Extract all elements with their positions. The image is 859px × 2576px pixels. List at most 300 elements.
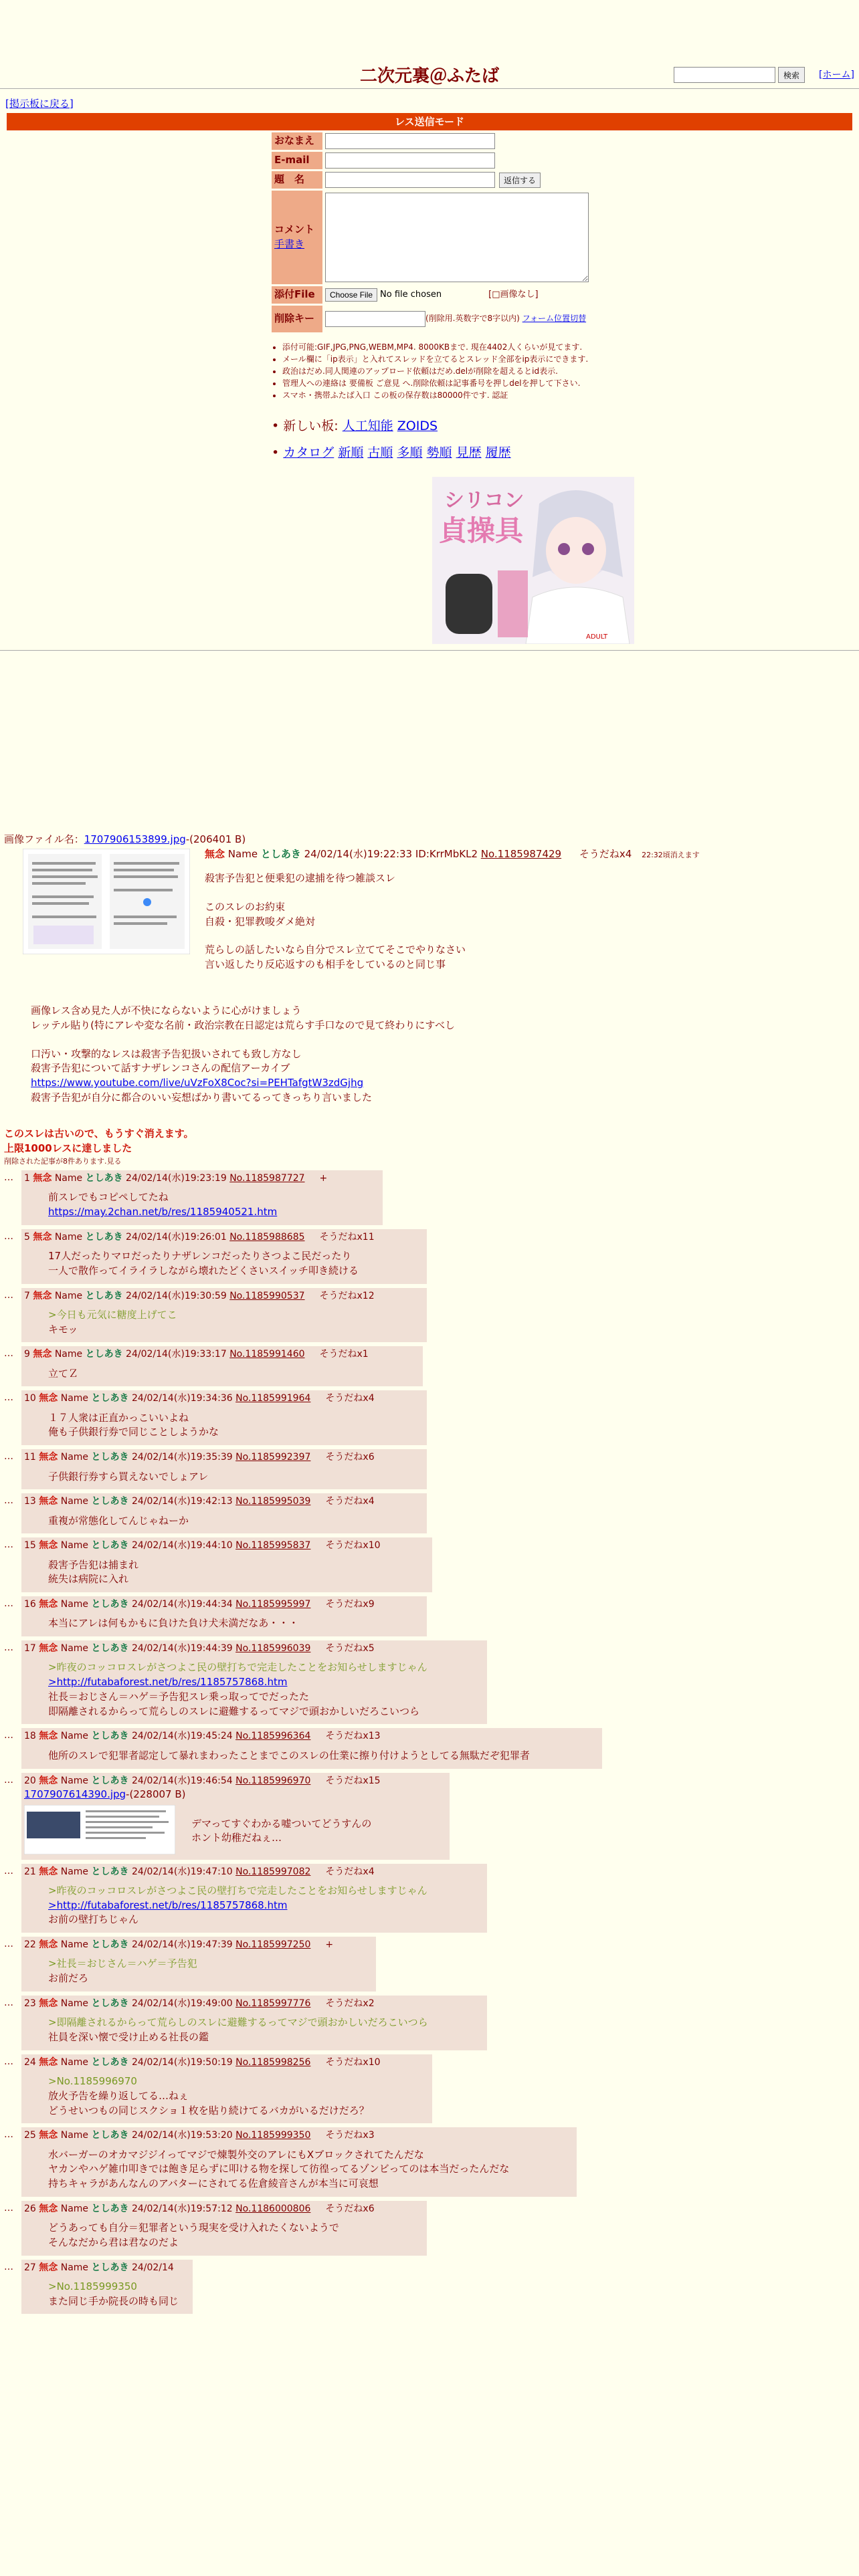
top-bar [0,0,859,88]
name-word: Name [60,2130,89,2141]
reply-box [21,1493,427,1533]
reply-line: 本当にアレは何もかもに負けた負け犬未満だなあ・・・ [48,1617,299,1630]
reply-index: 7 [24,1290,30,1301]
reply-indent: … [4,1451,13,1463]
reply-indent: … [4,1348,13,1360]
reply-quote-link[interactable]: >http://futabaforest.net/b/res/1185757868.htm [48,1899,288,1911]
sodane-button[interactable]: そうだねx5 [325,1643,375,1654]
reply-indent: … [4,1539,13,1551]
new-board-links: • 新しい板: 人工知能 ZOIDS [272,419,438,433]
name-word: Name [60,1496,89,1507]
reply-post [4,2201,854,2256]
post-subject: 無念 [39,1775,58,1786]
reply-index: 21 [24,1866,36,1877]
reply-index: 27 [24,2262,36,2273]
reply-line: どうせいつもの同じスクショ１枚を貼り続けてるバカがいるだけだろ？ [48,2104,369,2117]
post-number[interactable]: No.1185995997 [235,1599,311,1610]
rules-list [272,341,619,401]
post-number[interactable]: No.1185990537 [229,1290,305,1301]
delkey-label: 削除キー [272,306,322,332]
reply-indent: … [4,1230,13,1242]
banner-brand: ADULT [586,633,608,641]
op-post [4,833,854,1166]
post-datetime: 24/02/14(水)19:50:19 [131,2056,233,2068]
reply-post [4,2127,854,2197]
op-line [205,929,847,943]
reply-body [24,1558,427,1588]
reply-line: どうあっても自分＝犯罪者という現実を受け入れたくないようで [48,2222,339,2234]
reply-body [24,1616,421,1631]
limit-warning: 上限1000レスに達しました [4,1142,132,1154]
reply-box [21,1390,427,1445]
post-subject: 無念 [39,2262,58,2273]
poster-name: としあき [85,1231,123,1243]
reply-post [4,1346,854,1386]
poster-name: としあき [91,1496,129,1507]
post-datetime: 24/02/14(水)19:30:59 [126,1290,227,1301]
poster-name: としあき [85,1349,123,1360]
reply-line: また同じ手か院長の時も同じ [48,2294,179,2307]
post-number[interactable]: No.1185992397 [235,1452,311,1463]
reply-line: お前だろ [48,1972,89,1985]
reply-indent: … [4,2202,13,2214]
post-datetime: 24/02/14 [131,2262,174,2273]
post-number[interactable]: No.1185997250 [235,1939,311,1951]
reply-header [24,2129,571,2142]
post-number[interactable]: No.1185987429 [480,848,562,860]
reply-line: 他所のスレで犯罪者認定して暴れまわったことまでこのスレの仕業に擦り付けようとしてる無駄だぞ犯罪者 [48,1749,530,1761]
reply-line: お前の壁打ちじゃん [48,1913,139,1926]
op-line [31,1033,834,1047]
email-input[interactable] [325,152,495,169]
reply-post [4,1229,854,1284]
reply-index: 13 [24,1496,36,1507]
post-subject: 無念 [39,2130,58,2141]
reply-header [24,1997,482,2010]
post-datetime: 24/02/14(水)19:53:20 [131,2130,233,2141]
post-datetime: 24/02/14(水)19:33:17 [126,1349,227,1360]
view-history-link[interactable]: 見歴 [456,445,482,460]
delkey-input[interactable] [325,311,425,327]
reply-body [24,1470,421,1485]
reply-header [24,1451,421,1464]
divider [0,650,859,651]
ad-banner[interactable] [432,477,634,644]
reply-body [24,1884,482,1927]
choose-file-button[interactable]: Choose File [325,288,377,302]
poster-name: としあき [91,1540,129,1551]
rule-item: • 添付可能:GIF,JPG,PNG,WEBM,MP4. 8000KBまで. 現在4402人くらいが見てます. [282,341,619,353]
reply-body [24,2280,187,2309]
subject-input[interactable] [325,172,495,188]
post-subject: 無念 [33,1173,52,1184]
post-datetime: 24/02/14(水)19:34:36 [131,1393,233,1404]
rule-item: • スマホ・携帯ふたば入口 この板の保存数は80000件です. 認証 [282,389,619,401]
name-word: Name [60,1731,89,1742]
reply-header [24,1598,421,1611]
reply-line: 放火予告を繰り返してる…ねぇ [48,2089,189,2102]
post-datetime: 24/02/14(水)19:42:13 [131,1496,233,1507]
post-number[interactable]: No.1185991964 [235,1393,311,1404]
post-number[interactable]: No.1185996364 [235,1731,311,1742]
reply-line: 殺害予告犯は捕まれ [48,1558,139,1571]
name-word: Name [60,1393,89,1404]
reply-post [4,1493,854,1533]
op-file-size: -(206401 B) [185,833,246,845]
post-number[interactable]: No.1185995837 [235,1540,311,1551]
form-position-link[interactable]: フォーム位置 [522,314,571,324]
no-file-text: No file chosen [380,289,442,300]
poster-name: としあき [91,1775,129,1786]
reply-box [21,1937,376,1992]
op-line: 殺害予告犯が自分に都合のいい妄想ばかり書いてるってきっちり言いました [31,1091,373,1103]
post-datetime: 24/02/14(水)19:47:39 [131,1939,233,1951]
reply-box [21,1640,487,1724]
reply-line: 前スレでもコピペしてたね [48,1191,169,1204]
poster-name: としあき [260,848,301,860]
reply-header [24,2056,427,2069]
reply-box [21,2260,193,2315]
reply-indent: … [4,2261,13,2272]
sodane-button[interactable]: そうだねx1 [319,1349,369,1360]
reply-box [21,1229,427,1284]
reply-index: 17 [24,1643,36,1654]
reply-post [4,1640,854,1724]
reply-indent: … [4,1774,13,1786]
op-line: 殺害予告犯と便乗犯の逮捕を待つ雑談スレ [205,872,396,884]
reply-line: 子供銀行券すら買えないでしょアレ [48,1470,209,1483]
poster-name: としあき [91,1643,129,1654]
old-thread-warning: このスレは古いので、もうすぐ消えます。 [4,1128,194,1140]
reply-header [24,1230,421,1244]
post-number[interactable]: No.1185997082 [235,1866,311,1877]
reply-indent: … [4,1730,13,1741]
reply-box [21,1537,432,1592]
reply-body [24,1308,421,1337]
sodane-button[interactable]: + [325,1939,334,1951]
comment-label [272,191,322,284]
post-subject: 無念 [39,1643,58,1654]
reply-line: ホント幼稚だねぇ… [191,1832,282,1844]
sodane-button[interactable]: そうだねx6 [325,1452,375,1463]
sodane-button[interactable]: そうだねx2 [325,1998,375,2009]
sort-momentum-link[interactable]: 勢順 [426,445,452,460]
name-word: Name [60,1452,89,1463]
reply-thumbnail[interactable] [24,1805,175,1854]
reply-box [21,2054,432,2124]
reply-line: １７人衆は正直かっこいいよね [48,1411,189,1424]
sodane-button[interactable]: そうだねx11 [319,1231,375,1243]
expire-text: 22:32頃消えます [642,851,700,859]
post-number[interactable]: No.1185997776 [235,1998,311,2009]
post-datetime: 24/02/14(水)19:22:33 ID:KrrMbKL2 [304,848,478,860]
op-line: 口汚い・攻撃的なレスは殺害予告犯扱いされても致し方なし [31,1047,302,1060]
reply-post [4,1390,854,1445]
name-word: Name [54,1173,83,1184]
reply-line: 水バーガーのオカマジジイってマジで煉製外交のアレにもXブロックされてたんだな [48,2148,424,2161]
reply-post [4,2054,854,2124]
poster-name: としあき [91,1599,129,1610]
reply-index: 18 [24,1731,36,1742]
submit-button[interactable]: 返信する [499,173,541,188]
sodane-button[interactable]: そうだねx4 [325,1496,375,1507]
reply-header [24,1642,482,1655]
email-label: E-mail [272,152,322,169]
rule-item: • 政治はだめ.同人関連のアップロード依頼はだめ.delが削除を超えるとid表示. [282,365,619,377]
reply-header [24,1865,482,1879]
poster-name: としあき [91,1998,129,2009]
reply-line: キモッ [48,1323,78,1335]
reply-line: 一人で散作ってイライラしながら壊れたどくさいスイッチ叩き続ける [48,1264,359,1277]
post-number[interactable]: No.1185999350 [235,2130,311,2141]
reply-box [21,2201,427,2256]
name-word: Name [60,1939,89,1951]
home-link[interactable]: [ホーム] [819,70,854,80]
post-number[interactable]: No.1186000806 [235,2203,311,2214]
post-number[interactable]: No.1185996970 [235,1775,311,1786]
reply-post [4,1596,854,1636]
op-line: 自殺・犯罪教唆ダメ絶対 [205,915,316,928]
reply-indent: … [4,1289,13,1301]
post-number[interactable]: No.1185987727 [229,1173,305,1184]
post-number[interactable]: No.1185988685 [229,1231,305,1243]
post-number[interactable]: No.1185995039 [235,1496,311,1507]
switch-link[interactable]: 切替 [570,314,587,324]
reply-indent: … [4,1598,13,1610]
reply-indent: … [4,1642,13,1654]
reply-index: 11 [24,1452,36,1463]
thread-warnings [4,1127,606,1166]
post-form [272,132,606,334]
reply-box [21,1346,423,1386]
reply-body [24,1367,417,1382]
reply-header [24,1289,421,1303]
name-word: Name [60,1866,89,1877]
reply-index: 5 [24,1231,30,1243]
sodane-button[interactable]: そうだねx4 [325,1393,375,1404]
post-datetime: 24/02/14(水)19:47:10 [131,1866,233,1877]
reply-body [24,1190,377,1220]
sodane-button[interactable]: + [319,1173,328,1184]
youtube-link[interactable]: https://www.youtube.com/live/uVzFoX8Coc?si=PEHTafgtW3zdGjhg [31,1077,364,1089]
sodane-button[interactable]: そうだねx9 [325,1599,375,1610]
reply-post [4,1537,854,1592]
reply-body [24,2221,421,2250]
reply-line: >No.1185999350 [48,2280,137,2292]
reply-line: 重複が常態化してんじゃねーか [48,1514,189,1527]
name-word: Name [54,1349,83,1360]
reply-post [4,2260,854,2315]
reply-index: 26 [24,2203,36,2214]
sodane-button[interactable]: そうだねx10 [325,2056,381,2068]
poster-name: としあき [91,2056,129,2068]
reply-line: 俺も子供銀行券で同じことしようかな [48,1426,219,1438]
reply-header [24,1774,444,1788]
op-line: 殺害予告犯について話すナザレンコさんの配信アーカイブ [31,1062,290,1075]
reply-post [4,1288,854,1343]
name-word: Name [60,1643,89,1654]
poster-name: としあき [85,1290,123,1301]
post-datetime: 24/02/14(水)19:35:39 [131,1452,233,1463]
search-button[interactable]: 検索 [778,67,805,83]
reply-post [4,1937,854,1992]
reply-index: 1 [24,1173,30,1184]
reply-box [21,1596,427,1636]
reply-box [21,1170,383,1225]
sodane-button[interactable]: そうだねx13 [325,1731,381,1742]
search-input[interactable] [674,67,775,83]
reply-indent: … [4,1495,13,1507]
reply-header [24,1938,371,1951]
post-subject: 無念 [39,1939,58,1951]
reply-header [24,1729,597,1743]
reply-box [21,1449,427,1489]
op-line: 画像レス含め見た人が不快にならないように心がけましょう [31,1004,302,1016]
reply-post [4,1864,854,1933]
post-datetime: 24/02/14(水)19:49:00 [131,1998,233,2009]
sodane-button[interactable]: そうだねx6 [325,2203,375,2214]
reply-header [24,2202,421,2216]
reply-line: 17人だったりマロだったりナザレンコだったりさつよこ民だったり [48,1250,352,1263]
sodane-button[interactable]: そうだねx12 [319,1290,375,1301]
sodane-button[interactable]: そうだねx10 [325,1540,381,1551]
post-subject: 無念 [33,1290,52,1301]
reply-file-link[interactable]: 1707907614390.jpg [24,1788,126,1800]
op-file-link[interactable]: 1707906153899.jpg [84,833,186,845]
catalog-link[interactable]: カタログ [283,445,335,460]
handwrite-link[interactable]: 手書き [274,238,305,250]
reply-line: >即隔離されるからって荒らしのスレに避難するってマジで頭おかしいだろこいつら [48,2016,428,2029]
reply-indent: … [4,2056,13,2067]
reply-body [24,2074,427,2118]
op-thumbnail[interactable] [23,849,190,954]
reply-body [24,1514,421,1529]
comment-textarea[interactable] [325,193,589,282]
reply-post [4,1996,854,2050]
poster-name: としあき [91,1452,129,1463]
reply-post [4,1728,854,1768]
reply-header [24,1172,377,1185]
sort-new-link[interactable]: 新順 [338,445,364,460]
reply-post [4,1449,854,1489]
comment-label-text: コメント [274,223,315,236]
thread [4,833,854,2307]
post-number[interactable]: No.1185998256 [235,2056,311,2068]
reply-indent: … [4,1939,13,1950]
name-word: Name [54,1231,83,1243]
reply-index: 22 [24,1939,36,1951]
reply-body [24,1249,421,1279]
reply-index: 24 [24,2056,36,2068]
name-word: Name [60,2262,89,2273]
reply-line: ヤカンやハゲ雑巾叩きでは飽き足らずに叩ける物を探して彷徨ってるゾンビってのは本当だったんだな [48,2163,510,2175]
reply-index: 23 [24,1998,36,2009]
sodane-button[interactable]: そうだねx15 [325,1775,381,1786]
post-subject: 無念 [39,1866,58,1877]
reply-index: 9 [24,1349,30,1360]
reply-file-info [24,1788,444,1802]
board-link-zoids[interactable]: ZOIDS [397,419,438,433]
file-label: 添付File [272,286,322,304]
reply-indent: … [4,1172,13,1183]
name-word: Name [54,1290,83,1301]
sort-old-link[interactable]: 古順 [367,445,393,460]
reply-indent: … [4,1997,13,2008]
sodane-button[interactable]: そうだねx4 [325,1866,375,1877]
reply-line: 統失は病院に入れ [48,1573,129,1586]
op-file-info [4,833,854,847]
site-title: 二次元裏＠ふたば [359,66,499,86]
op-body [205,871,847,972]
reply-header [24,2261,187,2274]
name-input[interactable] [325,133,495,149]
name-word: Name [60,2056,89,2068]
post-subject: 無念 [205,848,225,860]
poster-name: としあき [91,2262,129,2273]
name-word: Name [227,848,258,860]
post-subject: 無念 [39,1540,58,1551]
rule-item: • メール欄に「ip表示」と入れてスレッドを立てるとスレッド全部をip表示にできます. [282,353,619,365]
poster-name: としあき [91,1731,129,1742]
reply-body [24,1660,482,1719]
reply-header [24,1392,421,1405]
reply-line: 社長＝おじさん＝ハゲ＝予告犯スレ乗っ取ってでだったた [48,1690,310,1703]
rule-item: • 管理人への連絡は 要備板 ご意見 へ.削除依頼は記事番号を押しdelを押して下さい. [282,377,619,389]
post-number[interactable]: No.1185991460 [229,1349,305,1360]
reply-line: 持ちキャラがあんなんのアバターにされてる佐倉綾音さんが本当に可哀想 [48,2177,379,2190]
op-line: 荒らしの話したいなら自分でスレ立ててそこでやりなさい [205,944,466,956]
reply-line: 立てＺ [48,1367,79,1380]
op-line: このスレのお約束 [205,900,286,913]
name-word: Name [60,2203,89,2214]
back-to-board-link[interactable]: [掲示板に戻る] [5,98,74,110]
file-prefix: 画像ファイル名： [4,833,84,845]
post-subject: 無念 [39,1731,58,1742]
no-image-checkbox[interactable]: [□画像なし] [488,289,539,300]
reply-box [21,1288,427,1343]
board-link-ai[interactable]: 人工知能 [342,419,393,433]
post-subject: 無念 [39,1496,58,1507]
new-board-prefix: 新しい板: [283,419,339,433]
reply-box [21,1773,450,1860]
reply-mode-bar: レス送信モード [7,113,852,130]
poster-name: としあき [91,1393,129,1404]
name-word: Name [60,1540,89,1551]
reply-post [4,1773,854,1860]
reply-indent: … [4,2129,13,2141]
reply-line: 社員を深い懐で受け止める社長の鑑 [48,2030,209,2043]
reply-line: デマってすぐわかる嘘ついてどうすんの [191,1817,372,1830]
reply-header [24,1539,427,1552]
reply-quote-link[interactable]: >http://futabaforest.net/b/res/1185757868.htm [48,1676,288,1689]
op-line [205,886,847,900]
reply-link[interactable]: https://may.2chan.net/b/res/1185940521.htm [48,1206,278,1218]
sodane-button[interactable]: そうだねx4 [579,848,632,860]
reply-body [24,1411,421,1440]
reply-box [21,2127,577,2197]
history-link[interactable]: 履歴 [485,445,511,460]
deleted-notice: 削除された記事が8件あります.見る [4,1156,122,1166]
reply-line: そんなだから君は君なのだよ [48,2236,179,2248]
sort-many-link[interactable]: 多順 [397,445,423,460]
post-number[interactable]: No.1185996039 [235,1643,311,1654]
post-subject: 無念 [33,1349,52,1360]
reply-line: >No.1185996970 [48,2075,137,2087]
post-subject: 無念 [39,1393,58,1404]
sodane-button[interactable]: そうだねx3 [325,2130,375,2141]
reply-body [24,1749,597,1763]
reply-index: 25 [24,2130,36,2141]
